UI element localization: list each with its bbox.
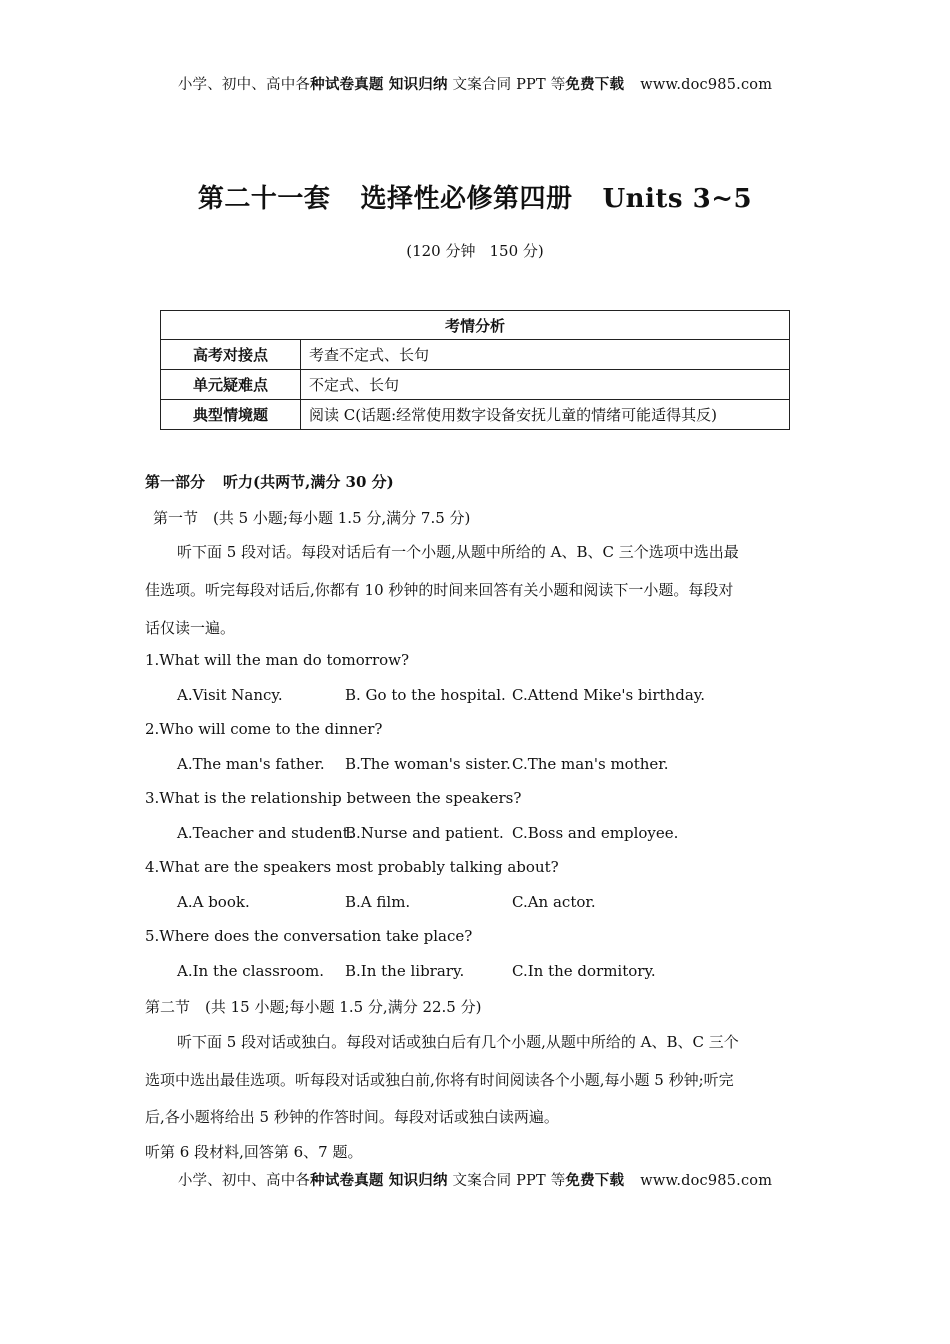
analysis-table-heading: 考情分析 <box>161 311 790 340</box>
option-a: A.Teacher and student. <box>177 824 354 842</box>
option-c: C.Attend Mike's birthday. <box>512 686 706 704</box>
option-a: A.In the classroom. <box>177 962 325 980</box>
analysis-table-row <box>161 370 790 400</box>
option-a: A.The man's father. <box>177 755 325 773</box>
footer-text-b: 种试卷真题 知识归纳 <box>310 1172 448 1189</box>
footer-text-c: 文案合同 PPT 等 <box>447 1173 566 1189</box>
part1-heading-a: 第一部分 <box>145 473 206 491</box>
question-stem: 1.What will the man do tomorrow? <box>145 651 410 669</box>
analysis-table-row <box>161 400 790 430</box>
analysis-table-row <box>161 340 790 370</box>
header-text-a: 小学、初中、高中各 <box>177 77 311 93</box>
analysis-row-value: 考查不定式、长句 <box>301 340 790 370</box>
section2-instruction-line: 选项中选出最佳选项。听每段对话或独白前,你将有时间阅读各个小题,每小题 5 秒钟;听完 <box>145 1071 734 1089</box>
option-b: B.The woman's sister. <box>345 755 511 773</box>
question-stem: 2.Who will come to the dinner? <box>145 720 383 738</box>
title-part1: 第二十一套 <box>197 184 331 214</box>
header-url: www.doc985.com <box>640 77 773 93</box>
option-c: C.In the dormitory. <box>512 962 656 980</box>
section2-heading: 第二节 (共 15 小题;每小题 1.5 分,满分 22.5 分) <box>145 998 482 1016</box>
section1-heading: 第一节 (共 5 小题;每小题 1.5 分,满分 7.5 分) <box>153 509 471 527</box>
analysis-row-value: 阅读 C(话题:经常使用数字设备安抚儿童的情绪可能适得其反) <box>301 400 790 430</box>
footer-url: www.doc985.com <box>640 1173 773 1189</box>
header-text-c: 文案合同 PPT 等 <box>447 77 566 93</box>
section2-instruction-line: 听下面 5 段对话或独白。每段对话或独白后有几个小题,从题中所给的 A、B、C 三个 <box>177 1033 739 1051</box>
option-b: B. Go to the hospital. <box>345 686 506 704</box>
material-note: 听第 6 段材料,回答第 6、7 题。 <box>145 1143 363 1161</box>
section1-instruction-line: 话仅读一遍。 <box>145 619 236 637</box>
exam-score: 150 分) <box>489 242 544 260</box>
footer-text-d: 免费下载 <box>565 1172 625 1189</box>
question-stem: 3.What is the relationship between the speakers? <box>145 789 522 807</box>
option-c: C.The man's mother. <box>512 755 669 773</box>
option-b: B.In the library. <box>345 962 465 980</box>
exam-duration-score <box>0 240 950 261</box>
analysis-row-label: 单元疑难点 <box>161 370 301 400</box>
section2-instruction-line: 后,各小题将给出 5 秒钟的作答时间。每段对话或独白读两遍。 <box>145 1108 559 1126</box>
page-footer <box>0 1169 950 1190</box>
part1-heading <box>145 471 394 492</box>
part1-heading-b: 听力(共两节,满分 30 分) <box>223 473 394 491</box>
analysis-row-value: 不定式、长句 <box>301 370 790 400</box>
option-c: C.An actor. <box>512 893 596 911</box>
analysis-row-label: 典型情境题 <box>161 400 301 430</box>
analysis-row-label: 高考对接点 <box>161 340 301 370</box>
analysis-table <box>160 310 790 430</box>
option-b: B.Nurse and patient. <box>345 824 504 842</box>
section1-instruction-line: 听下面 5 段对话。每段对话后有一个小题,从题中所给的 A、B、C 三个选项中选出最 <box>177 543 739 561</box>
option-c: C.Boss and employee. <box>512 824 679 842</box>
question-stem: 5.Where does the conversation take place? <box>145 927 473 945</box>
section1-instruction-line: 佳选项。听完每段对话后,你都有 10 秒钟的时间来回答有关小题和阅读下一小题。每段对 <box>145 581 734 599</box>
question-stem: 4.What are the speakers most probably talking about? <box>145 858 559 876</box>
document-title <box>0 178 950 215</box>
footer-text-a: 小学、初中、高中各 <box>177 1173 311 1189</box>
title-part2: 选择性必修第四册 <box>360 184 573 214</box>
option-a: A.A book. <box>177 893 250 911</box>
analysis-table-header-row <box>161 311 790 340</box>
page-header <box>0 73 950 94</box>
option-b: B.A film. <box>345 893 411 911</box>
header-text-b: 种试卷真题 知识归纳 <box>310 76 448 93</box>
option-a: A.Visit Nancy. <box>177 686 283 704</box>
title-part3: Units 3~5 <box>602 184 753 214</box>
exam-time: (120 分钟 <box>406 242 476 260</box>
header-text-d: 免费下载 <box>565 76 625 93</box>
